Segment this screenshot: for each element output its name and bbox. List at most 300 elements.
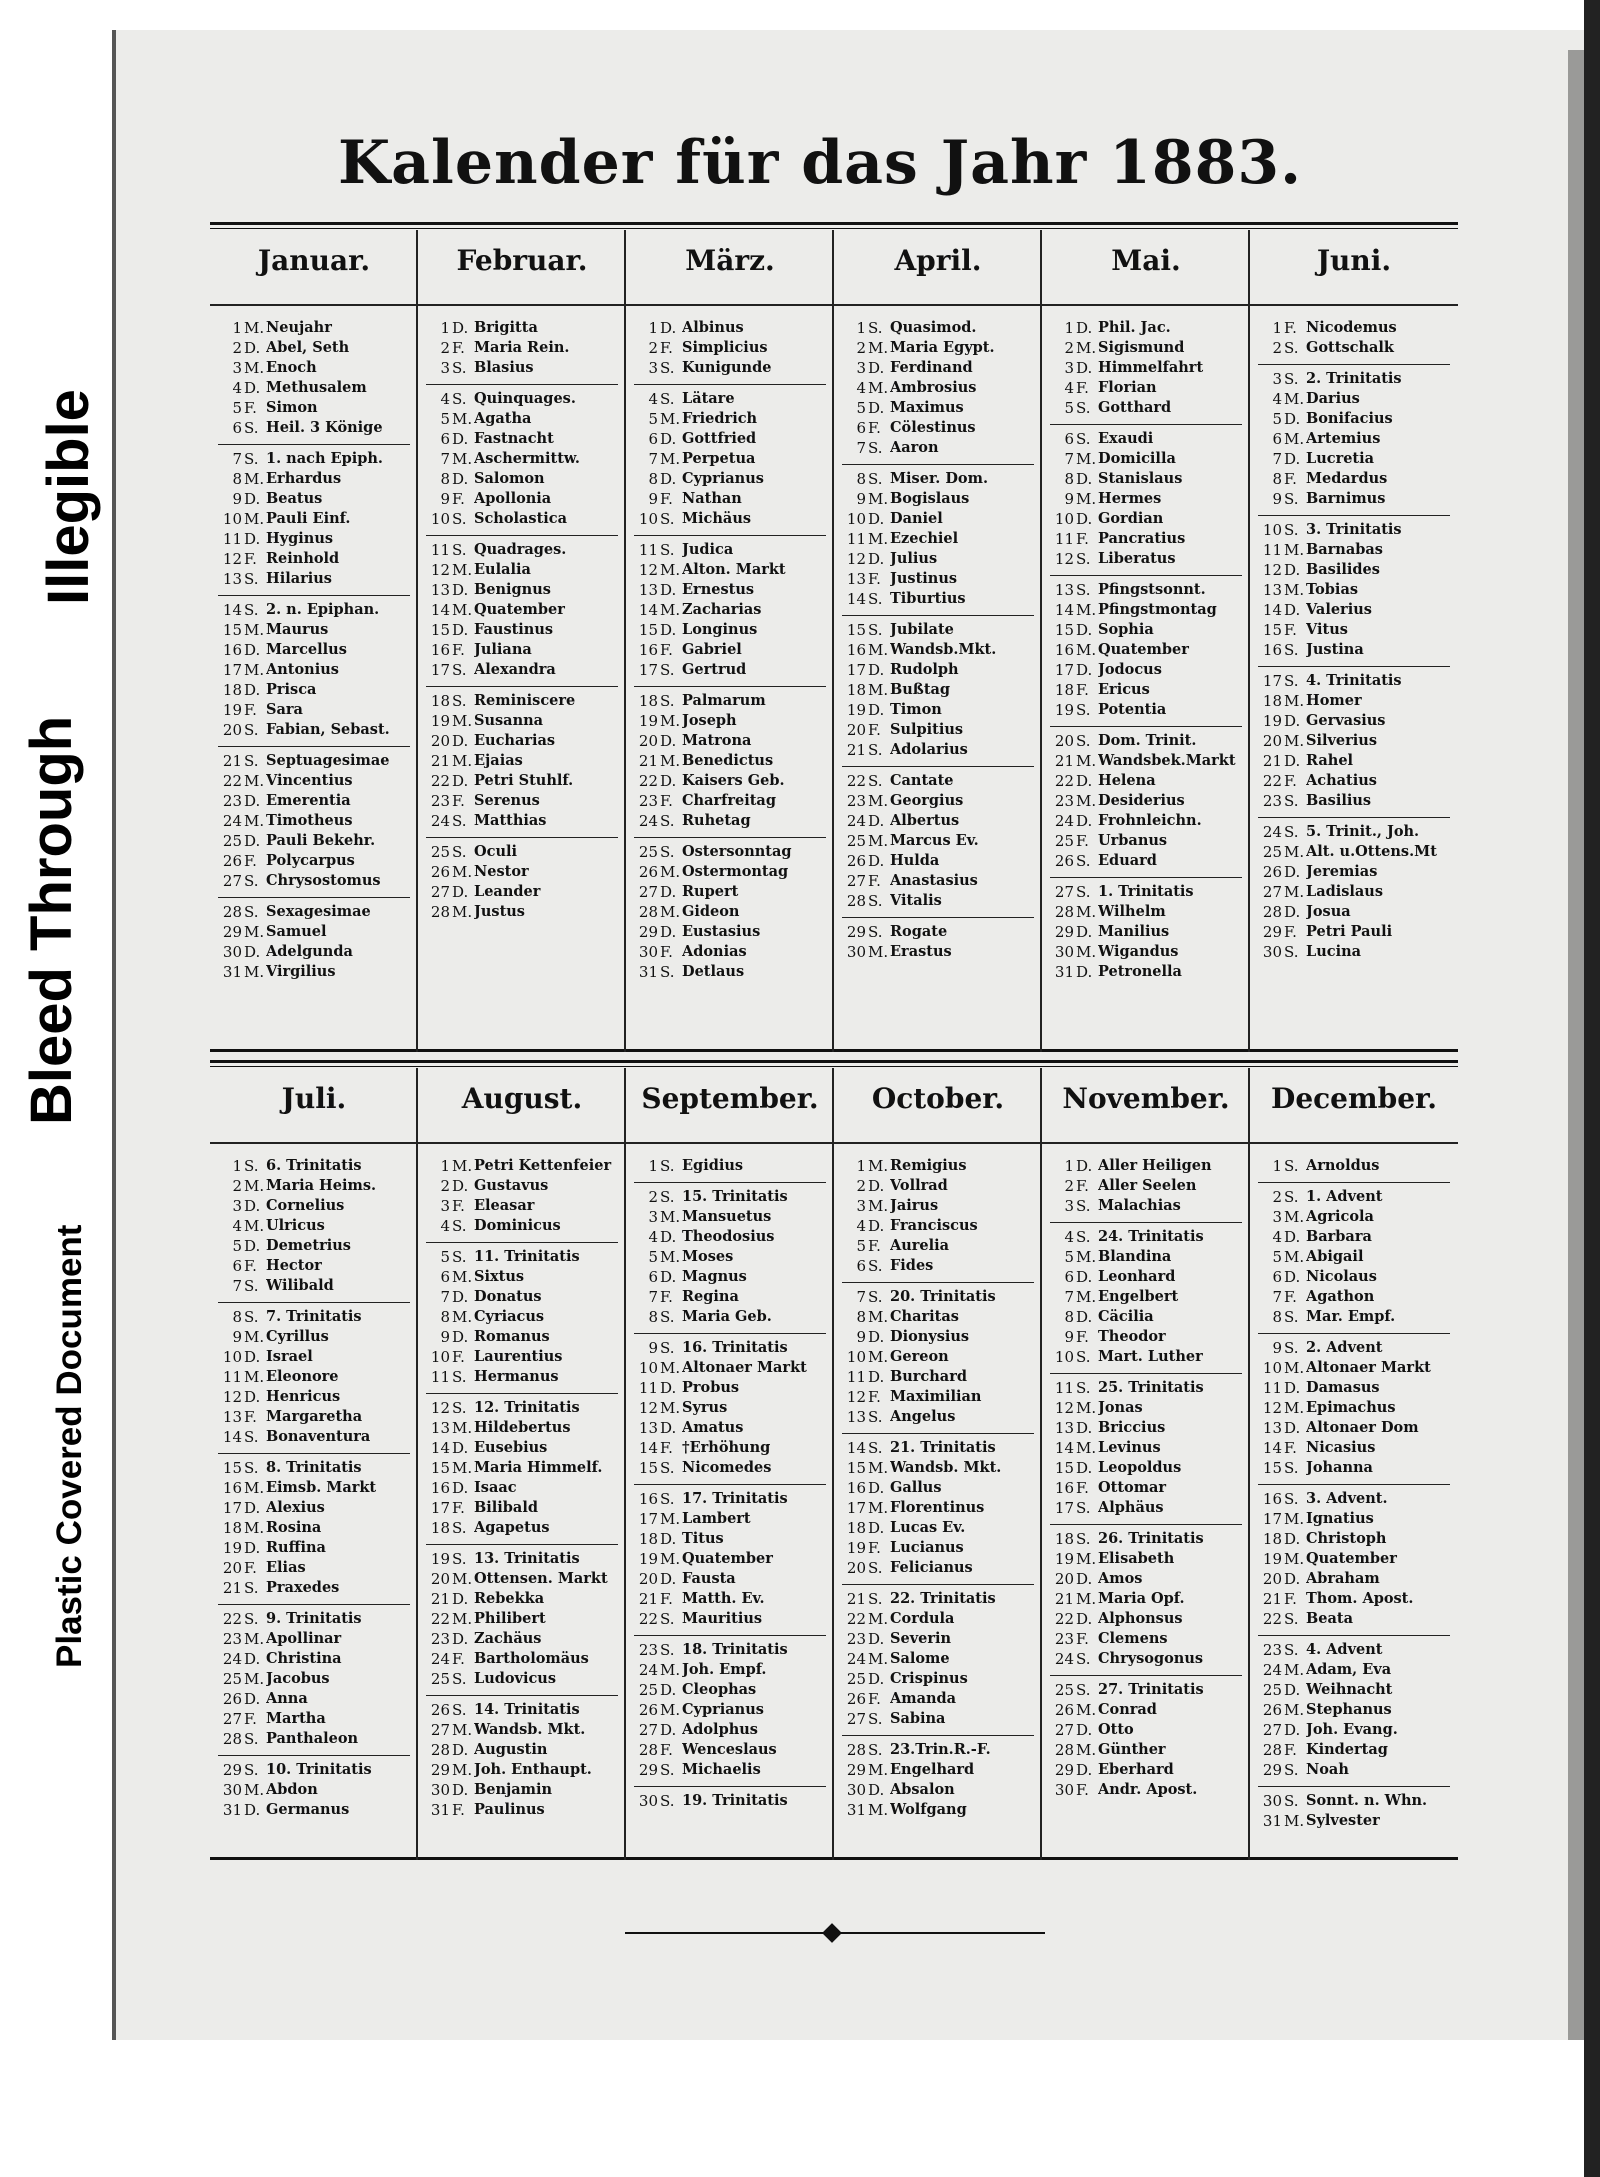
day-number: 2 bbox=[232, 339, 242, 357]
weekday-abbrev: F. bbox=[452, 1197, 465, 1215]
day-number: 27 bbox=[846, 872, 866, 890]
saint-name: Leander bbox=[474, 883, 541, 900]
saint-name: Damasus bbox=[1306, 1379, 1380, 1396]
day-number: 6 bbox=[232, 1257, 242, 1275]
day-number: 4 bbox=[232, 379, 242, 397]
day-row bbox=[634, 535, 826, 560]
weekday-abbrev: M. bbox=[868, 943, 889, 961]
day-row bbox=[1258, 409, 1450, 429]
day-row bbox=[842, 1735, 1034, 1760]
saint-name: 1. Trinitatis bbox=[1098, 883, 1194, 900]
day-row bbox=[1258, 600, 1450, 620]
day-row bbox=[426, 358, 618, 378]
day-row bbox=[842, 318, 1034, 338]
day-number: 31 bbox=[846, 1801, 866, 1819]
saint-name: Marcus Ev. bbox=[890, 832, 979, 849]
weekday-abbrev: D. bbox=[452, 1630, 469, 1648]
day-number: 25 bbox=[1262, 1681, 1282, 1699]
saint-name: Detlaus bbox=[682, 963, 745, 980]
day-number: 5 bbox=[1272, 1248, 1282, 1266]
day-number: 24 bbox=[1054, 1650, 1074, 1668]
day-row bbox=[842, 1196, 1034, 1216]
saint-name: Simplicius bbox=[682, 339, 768, 356]
day-row bbox=[1050, 1418, 1242, 1438]
weekday-abbrev: S. bbox=[1284, 823, 1299, 841]
day-row bbox=[1050, 962, 1242, 982]
day-row bbox=[634, 1720, 826, 1740]
day-row bbox=[426, 384, 618, 409]
saint-name: Noah bbox=[1306, 1761, 1349, 1778]
weekday-abbrev: F. bbox=[1284, 621, 1297, 639]
day-row bbox=[1258, 429, 1450, 449]
day-number: 5 bbox=[232, 399, 242, 417]
saint-name: Beata bbox=[1306, 1610, 1353, 1627]
day-number: 7 bbox=[1272, 1288, 1282, 1306]
saint-name: Eulalia bbox=[474, 561, 531, 578]
day-row bbox=[426, 1695, 618, 1720]
weekday-abbrev: S. bbox=[868, 772, 883, 790]
day-row bbox=[218, 1216, 410, 1236]
day-number: 4 bbox=[1064, 1228, 1074, 1246]
saint-name: Augustin bbox=[474, 1741, 548, 1758]
saint-name: Basilides bbox=[1306, 561, 1380, 578]
weekday-abbrev: D. bbox=[244, 641, 261, 659]
day-row bbox=[426, 1569, 618, 1589]
day-number: 14 bbox=[430, 1439, 450, 1457]
day-number: 20 bbox=[222, 721, 242, 739]
day-number: 11 bbox=[1262, 1379, 1282, 1397]
weekday-abbrev: S. bbox=[660, 510, 675, 528]
saint-name: Florentinus bbox=[890, 1499, 985, 1516]
weekday-abbrev: M. bbox=[868, 530, 889, 548]
day-number: 4 bbox=[440, 390, 450, 408]
saint-name: Isaac bbox=[474, 1479, 517, 1496]
saint-name: Ostersonntag bbox=[682, 843, 792, 860]
weekday-abbrev: S. bbox=[868, 1257, 883, 1275]
day-row bbox=[218, 1629, 410, 1649]
day-number: 1 bbox=[232, 319, 242, 337]
day-number: 28 bbox=[1262, 903, 1282, 921]
day-number: 19 bbox=[1054, 701, 1074, 719]
day-row bbox=[842, 1407, 1034, 1427]
day-number: 13 bbox=[222, 570, 242, 588]
weekday-abbrev: S. bbox=[660, 359, 675, 377]
weekday-abbrev: D. bbox=[660, 1228, 677, 1246]
weekday-abbrev: D. bbox=[1076, 1721, 1093, 1739]
calendar-half-second bbox=[210, 1060, 1458, 1860]
saint-name: Wolfgang bbox=[890, 1801, 967, 1818]
day-number: 5 bbox=[1064, 399, 1074, 417]
month-column bbox=[626, 1060, 834, 1860]
weekday-abbrev: M. bbox=[660, 1359, 681, 1377]
day-row bbox=[218, 620, 410, 640]
day-number: 21 bbox=[1262, 752, 1282, 770]
weekday-abbrev: D. bbox=[452, 1439, 469, 1457]
weekday-abbrev: D. bbox=[1284, 450, 1301, 468]
day-number: 27 bbox=[638, 883, 658, 901]
weekday-abbrev: M. bbox=[868, 1197, 889, 1215]
saint-name: Agricola bbox=[1306, 1208, 1374, 1225]
weekday-abbrev: M. bbox=[452, 863, 473, 881]
day-row bbox=[426, 1267, 618, 1287]
day-row bbox=[1258, 620, 1450, 640]
day-row bbox=[634, 771, 826, 791]
saint-name: Phil. Jac. bbox=[1098, 319, 1171, 336]
weekday-abbrev: F. bbox=[1076, 1328, 1089, 1346]
day-number: 19 bbox=[430, 712, 450, 730]
day-row bbox=[218, 720, 410, 740]
day-number: 26 bbox=[1262, 863, 1282, 881]
day-number: 16 bbox=[1054, 641, 1074, 659]
weekday-abbrev: F. bbox=[1076, 832, 1089, 850]
day-list bbox=[218, 318, 410, 982]
day-number: 23 bbox=[638, 792, 658, 810]
weekday-abbrev: F. bbox=[452, 792, 465, 810]
weekday-abbrev: M. bbox=[1284, 1359, 1305, 1377]
saint-name: Quasimod. bbox=[890, 319, 977, 336]
day-number: 29 bbox=[846, 1761, 866, 1779]
day-number: 3 bbox=[856, 359, 866, 377]
day-row bbox=[218, 791, 410, 811]
saint-name: Engelhard bbox=[890, 1761, 975, 1778]
weekday-abbrev: D. bbox=[660, 319, 677, 337]
weekday-abbrev: S. bbox=[660, 843, 675, 861]
saint-name: Himmelfahrt bbox=[1098, 359, 1204, 376]
day-row bbox=[426, 449, 618, 469]
weekday-abbrev: M. bbox=[452, 903, 473, 921]
saint-name: Domicilla bbox=[1098, 450, 1176, 467]
day-number: 27 bbox=[638, 1721, 658, 1739]
saint-name: Barbara bbox=[1306, 1228, 1372, 1245]
day-row bbox=[1258, 711, 1450, 731]
day-number: 14 bbox=[430, 601, 450, 619]
saint-name: Sixtus bbox=[474, 1268, 525, 1285]
weekday-abbrev: S. bbox=[452, 1550, 467, 1568]
weekday-abbrev: D. bbox=[1284, 561, 1301, 579]
saint-name: Paulinus bbox=[474, 1801, 545, 1818]
day-row bbox=[1258, 489, 1450, 509]
weekday-abbrev: S. bbox=[452, 661, 467, 679]
day-number: 25 bbox=[1262, 843, 1282, 861]
saint-name: Altonaer Dom bbox=[1306, 1419, 1419, 1436]
day-number: 29 bbox=[1262, 923, 1282, 941]
day-number: 15 bbox=[846, 621, 866, 639]
saint-name: Pfingstmontag bbox=[1098, 601, 1217, 618]
day-number: 6 bbox=[1272, 430, 1282, 448]
day-row bbox=[634, 686, 826, 711]
day-number: 12 bbox=[1262, 561, 1282, 579]
day-row bbox=[842, 1780, 1034, 1800]
day-row bbox=[218, 509, 410, 529]
day-row bbox=[1258, 1418, 1450, 1438]
day-number: 15 bbox=[638, 621, 658, 639]
saint-name: Pauli Bekehr. bbox=[266, 832, 376, 849]
day-row bbox=[634, 1740, 826, 1760]
saint-name: 14. Trinitatis bbox=[474, 1701, 580, 1718]
day-number: 6 bbox=[856, 419, 866, 437]
saint-name: Blandina bbox=[1098, 1248, 1172, 1265]
saint-name: Petronella bbox=[1098, 963, 1182, 980]
weekday-abbrev: F. bbox=[1284, 1741, 1297, 1759]
weekday-abbrev: M. bbox=[868, 832, 889, 850]
day-row bbox=[634, 1680, 826, 1700]
day-row bbox=[1258, 902, 1450, 922]
weekday-abbrev: D. bbox=[868, 812, 885, 830]
day-number: 13 bbox=[638, 1419, 658, 1437]
saint-name: Philibert bbox=[474, 1610, 546, 1627]
month-column bbox=[418, 222, 626, 1052]
day-number: 4 bbox=[856, 1217, 866, 1235]
month-column bbox=[210, 222, 418, 1052]
weekday-abbrev: D. bbox=[660, 772, 677, 790]
day-row bbox=[1258, 862, 1450, 882]
day-row bbox=[426, 1196, 618, 1216]
weekday-abbrev: M. bbox=[660, 863, 681, 881]
day-number: 29 bbox=[1054, 923, 1074, 941]
weekday-abbrev: S. bbox=[1076, 581, 1091, 599]
day-row bbox=[634, 620, 826, 640]
saint-name: Cyprianus bbox=[682, 470, 764, 487]
day-row bbox=[218, 1367, 410, 1387]
day-row bbox=[1050, 1398, 1242, 1418]
saint-name: Joh. Enthaupt. bbox=[474, 1761, 592, 1778]
saint-name: Valerius bbox=[1306, 601, 1372, 618]
day-number: 23 bbox=[430, 1630, 450, 1648]
day-row bbox=[1258, 1333, 1450, 1358]
day-number: 11 bbox=[1262, 541, 1282, 559]
day-number: 30 bbox=[430, 1781, 450, 1799]
day-number: 28 bbox=[430, 903, 450, 921]
day-row bbox=[218, 1276, 410, 1296]
saint-name: Cordula bbox=[890, 1610, 955, 1627]
day-number: 18 bbox=[846, 681, 866, 699]
day-row bbox=[1050, 902, 1242, 922]
saint-name: Quatember bbox=[682, 1550, 773, 1567]
day-row bbox=[1050, 1373, 1242, 1398]
weekday-abbrev: S. bbox=[1076, 1348, 1091, 1366]
day-number: 22 bbox=[1054, 1610, 1074, 1628]
day-number: 30 bbox=[846, 943, 866, 961]
saint-name: Polycarpus bbox=[266, 852, 355, 869]
day-number: 2 bbox=[1064, 339, 1074, 357]
day-row bbox=[218, 1669, 410, 1689]
day-number: 22 bbox=[430, 772, 450, 790]
day-number: 7 bbox=[232, 450, 242, 468]
day-number: 15 bbox=[222, 621, 242, 639]
day-row bbox=[842, 1256, 1034, 1276]
day-number: 19 bbox=[222, 1539, 242, 1557]
annotation-sidebar bbox=[0, 0, 112, 2177]
day-number: 8 bbox=[1272, 470, 1282, 488]
saint-name: Leonhard bbox=[1098, 1268, 1176, 1285]
saint-name: Amatus bbox=[682, 1419, 744, 1436]
saint-name: Aaron bbox=[890, 439, 939, 456]
month-name: September. bbox=[641, 1082, 819, 1115]
weekday-abbrev: S. bbox=[660, 1792, 675, 1810]
saint-name: Otto bbox=[1098, 1721, 1134, 1738]
weekday-abbrev: F. bbox=[1284, 470, 1297, 488]
weekday-abbrev: M. bbox=[868, 490, 889, 508]
saint-name: Gallus bbox=[890, 1479, 942, 1496]
saint-name: Thom. Apost. bbox=[1306, 1590, 1414, 1607]
saint-name: Remigius bbox=[890, 1157, 967, 1174]
saint-name: Septuagesimae bbox=[266, 752, 390, 769]
day-row bbox=[1258, 1740, 1450, 1760]
saint-name: Hyginus bbox=[266, 530, 334, 547]
day-number: 16 bbox=[846, 641, 866, 659]
saint-name: Potentia bbox=[1098, 701, 1167, 718]
weekday-abbrev: S. bbox=[1076, 1499, 1091, 1517]
day-number: 3 bbox=[648, 1208, 658, 1226]
weekday-abbrev: D. bbox=[1284, 712, 1301, 730]
day-row bbox=[218, 398, 410, 418]
saint-name: Altonaer Markt bbox=[1306, 1359, 1431, 1376]
day-row bbox=[1050, 660, 1242, 680]
weekday-abbrev: S. bbox=[244, 1459, 259, 1477]
weekday-abbrev: D. bbox=[244, 681, 261, 699]
weekday-abbrev: D. bbox=[452, 430, 469, 448]
saint-name: Quadrages. bbox=[474, 541, 567, 558]
day-number: 21 bbox=[430, 752, 450, 770]
day-number: 7 bbox=[1064, 1288, 1074, 1306]
weekday-abbrev: S. bbox=[452, 1670, 467, 1688]
saint-name: Bußtag bbox=[890, 681, 951, 698]
day-number: 7 bbox=[1272, 450, 1282, 468]
day-row bbox=[1050, 575, 1242, 600]
day-row bbox=[1050, 1720, 1242, 1740]
weekday-abbrev: S. bbox=[452, 1368, 467, 1386]
day-row bbox=[634, 469, 826, 489]
saint-name: 25. Trinitatis bbox=[1098, 1379, 1204, 1396]
weekday-abbrev: D. bbox=[244, 1237, 261, 1255]
saint-name: Gereon bbox=[890, 1348, 949, 1365]
day-number: 22 bbox=[222, 1610, 242, 1628]
weekday-abbrev: F. bbox=[660, 1439, 673, 1457]
day-row bbox=[634, 791, 826, 811]
day-list bbox=[1050, 1156, 1242, 1800]
day-number: 29 bbox=[846, 923, 866, 941]
weekday-abbrev: S. bbox=[1284, 641, 1299, 659]
saint-name: Gustavus bbox=[474, 1177, 549, 1194]
saint-name: Engelbert bbox=[1098, 1288, 1179, 1305]
weekday-abbrev: D. bbox=[1076, 1419, 1093, 1437]
day-number: 15 bbox=[430, 621, 450, 639]
day-number: 26 bbox=[638, 863, 658, 881]
month-name: December. bbox=[1271, 1082, 1437, 1115]
day-row bbox=[1050, 1156, 1242, 1176]
day-number: 28 bbox=[1054, 903, 1074, 921]
header-rule bbox=[1250, 304, 1458, 306]
saint-name: Abigail bbox=[1306, 1248, 1364, 1265]
saint-name: Benedictus bbox=[682, 752, 774, 769]
day-number: 1 bbox=[856, 1157, 866, 1175]
day-row bbox=[842, 791, 1034, 811]
saint-name: Rogate bbox=[890, 923, 948, 940]
weekday-abbrev: F. bbox=[452, 1650, 465, 1668]
day-number: 14 bbox=[1054, 601, 1074, 619]
day-row bbox=[1050, 851, 1242, 871]
day-row bbox=[1258, 640, 1450, 660]
saint-name: Martha bbox=[266, 1710, 326, 1727]
weekday-abbrev: S. bbox=[1284, 1610, 1299, 1628]
day-number: 7 bbox=[1064, 450, 1074, 468]
day-row bbox=[426, 1760, 618, 1780]
weekday-abbrev: F. bbox=[1076, 1479, 1089, 1497]
weekday-abbrev: D. bbox=[244, 490, 261, 508]
saint-name: Helena bbox=[1098, 772, 1156, 789]
weekday-abbrev: M. bbox=[868, 681, 889, 699]
day-row bbox=[1258, 560, 1450, 580]
saint-name: Clemens bbox=[1098, 1630, 1168, 1647]
day-row bbox=[634, 1549, 826, 1569]
weekday-abbrev: M. bbox=[1076, 641, 1097, 659]
day-number: 4 bbox=[1272, 1228, 1282, 1246]
weekday-abbrev: S. bbox=[452, 1701, 467, 1719]
day-number: 31 bbox=[430, 1801, 450, 1819]
day-number: 26 bbox=[222, 852, 242, 870]
day-row bbox=[426, 1478, 618, 1498]
day-row bbox=[1258, 1760, 1450, 1780]
saint-name: Enoch bbox=[266, 359, 317, 376]
day-row bbox=[1258, 364, 1450, 389]
weekday-abbrev: D. bbox=[868, 1368, 885, 1386]
day-row bbox=[1050, 1700, 1242, 1720]
weekday-abbrev: D. bbox=[1284, 1681, 1301, 1699]
weekday-abbrev: M. bbox=[660, 601, 681, 619]
saint-name: Lucretia bbox=[1306, 450, 1375, 467]
month-column bbox=[834, 222, 1042, 1052]
weekday-abbrev: M. bbox=[1076, 450, 1097, 468]
weekday-abbrev: D. bbox=[1284, 1721, 1301, 1739]
day-row bbox=[218, 1478, 410, 1498]
saint-name: Gertrud bbox=[682, 661, 747, 678]
day-number: 17 bbox=[1262, 672, 1282, 690]
day-row bbox=[634, 1378, 826, 1398]
weekday-abbrev: S. bbox=[1284, 1761, 1299, 1779]
saint-name: Hilarius bbox=[266, 570, 332, 587]
day-number: 6 bbox=[648, 430, 658, 448]
weekday-abbrev: F. bbox=[244, 852, 257, 870]
day-number: 28 bbox=[430, 1741, 450, 1759]
saint-name: 9. Trinitatis bbox=[266, 1610, 362, 1627]
day-number: 30 bbox=[638, 943, 658, 961]
weekday-abbrev: M. bbox=[452, 1761, 473, 1779]
day-row bbox=[842, 338, 1034, 358]
weekday-abbrev: S. bbox=[244, 1428, 259, 1446]
saint-name: 26. Trinitatis bbox=[1098, 1530, 1204, 1547]
saint-name: Gervasius bbox=[1306, 712, 1386, 729]
day-row bbox=[634, 1509, 826, 1529]
day-row bbox=[1258, 1182, 1450, 1207]
saint-name: Eleasar bbox=[474, 1197, 535, 1214]
weekday-abbrev: S. bbox=[1076, 430, 1091, 448]
day-row bbox=[218, 1709, 410, 1729]
weekday-abbrev: D. bbox=[452, 1328, 469, 1346]
day-number: 8 bbox=[232, 470, 242, 488]
saint-name: Adonias bbox=[682, 943, 747, 960]
weekday-abbrev: D. bbox=[244, 792, 261, 810]
saint-name: Lucianus bbox=[890, 1539, 964, 1556]
saint-name: Kindertag bbox=[1306, 1741, 1388, 1758]
weekday-abbrev: M. bbox=[1284, 1550, 1305, 1568]
day-number: 6 bbox=[232, 419, 242, 437]
saint-name: Henricus bbox=[266, 1388, 341, 1405]
plastic-covered-label: Plastic Covered Document bbox=[50, 1224, 89, 1668]
day-row bbox=[218, 378, 410, 398]
weekday-abbrev: M. bbox=[1076, 1550, 1097, 1568]
day-number: 2 bbox=[440, 1177, 450, 1195]
weekday-abbrev: S. bbox=[660, 541, 675, 559]
